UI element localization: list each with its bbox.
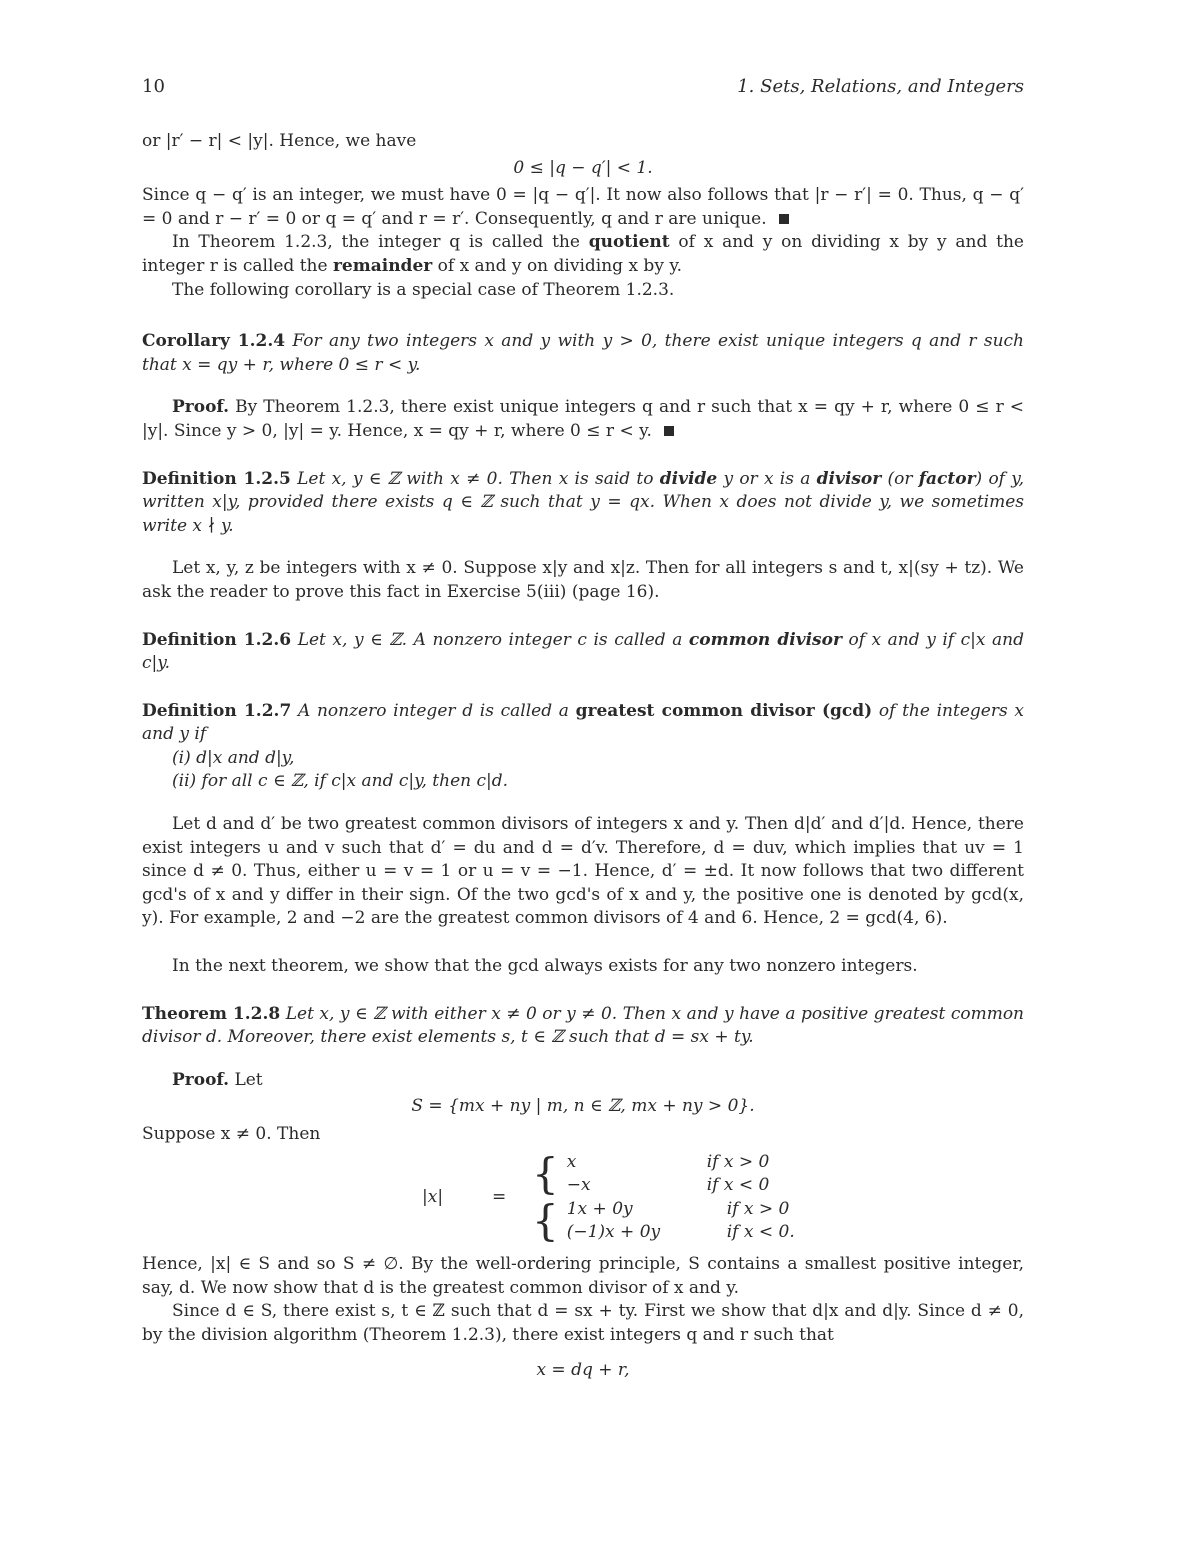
text-line: or |r′ − r| < |y|. Hence, we have (142, 131, 417, 151)
paragraph: Let d and d′ be two greatest common divisors of integers x and y. Then d|d′ and d′|d. Hence, there exist integers u and v such that d′ = du and d = d′v. Therefore, d = duv, which implies that uv = 1 since d ≠ 0. Thus, either u = v = 1 or u = v = −1. Hence, d′ = ±d. It now follows that two different gcd's of x and y differ in their sign. Of the two gcd's of x and y, the positive one is denoted by gcd(x, y). For example, 2 and −2 are the greatest common divisors of 4 and 6. Hence, 2 = gcd(4, 6). (142, 814, 1024, 929)
qed-icon (779, 214, 789, 224)
paragraph: The following corollary is a special case of Theorem 1.2.3. (172, 279, 675, 300)
paragraph: Since q − q′ is an integer, we must have 0 = |q − q′|. It now also follows that |r − r′| = 0. Thus, q − q′ = 0 and r − r′ = 0 or q = q′ and r = r′. Consequently, q and r are unique. (142, 185, 1024, 229)
display-equation: 0 ≤ |q − q′| < 1. (513, 157, 653, 178)
paragraph: In the next theorem, we show that the gcd always exists for any two nonzero integers. (172, 956, 918, 977)
definition: Definition 1.2.5 Let x, y ∈ ℤ with x ≠ 0. Then x is said to divide y or x is a divisor (or factor) of y, written x|y, provided there exists q ∈ ℤ such that y = qx. When x does not divide y, we sometimes write x ∤ y. (142, 468, 1024, 536)
page-number: 10 (142, 76, 165, 97)
theorem-label: Theorem 1.2.8 (142, 1003, 281, 1024)
corollary: Corollary 1.2.4 For any two integers x and y with y > 0, there exist unique integers q and r such that x = qy + r, where 0 ≤ r < y. (142, 331, 1025, 375)
paragraph: In Theorem 1.2.3, the integer q is called the quotient of x and y on dividing x by y and the integer r is called the remainder of x and y on dividing x by y. (142, 232, 1024, 276)
display-equation: S = {mx + ny | m, n ∈ ℤ, mx + ny > 0}. (411, 1096, 755, 1117)
left-brace-icon: { (532, 1149, 559, 1199)
definition-label: Definition 1.2.6 (142, 629, 292, 650)
left-brace-icon: { (532, 1196, 559, 1246)
theorem: Theorem 1.2.8 Let x, y ∈ ℤ with either x ≠ 0 or y ≠ 0. Then x and y have a positive greatest common divisor d. Moreover, there exist elements s, t ∈ ℤ such that d = sx + ty. (142, 1003, 1025, 1048)
cases-equals: = (492, 1186, 507, 1207)
page-body (142, 130, 1024, 1387)
qed-icon (664, 426, 674, 436)
definition-item: (i) d|x and d|y, (172, 747, 295, 768)
paragraph: Let x, y, z be integers with x ≠ 0. Suppose x|y and x|z. Then for all integers s and t, x|(sy + tz). We ask the reader to prove this fact in Exercise 5(iii) (page 16). (142, 558, 1024, 602)
running-header: 1. Sets, Relations, and Integers (737, 76, 1024, 97)
corollary-label: Corollary 1.2.4 (142, 331, 286, 352)
paragraph: Hence, |x| ∈ S and so S ≠ ∅. By the well-ordering principle, S contains a smallest positive integer, say, d. We now show that d is the greatest common divisor of x and y. (142, 1253, 1024, 1298)
proof-label: Proof. (172, 397, 230, 418)
paragraph: Since d ∈ S, there exist s, t ∈ ℤ such that d = sx + ty. First we show that d|x and d|y. Since d ≠ 0, by the division algorithm (Theorem 1.2.3), there exist integers q and r such that (142, 1301, 1024, 1345)
definition: Definition 1.2.7 A nonzero integer d is called a greatest common divisor (gcd) of the integers x and y if (142, 700, 1024, 745)
text-line: Suppose x ≠ 0. Then (142, 1124, 321, 1144)
proof: Proof. Let (172, 1069, 263, 1090)
definition-label: Definition 1.2.7 (142, 700, 292, 721)
cases-equation (422, 1151, 1024, 1245)
proof: Proof. By Theorem 1.2.3, there exist unique integers q and r such that x = qy + r, where 0 ≤ r < |y|. Since y > 0, |y| = y. Hence, x = qy + r, where 0 ≤ r < y. (142, 397, 1024, 441)
proof-label: Proof. (172, 1069, 230, 1090)
definition-item: (ii) for all c ∈ ℤ, if c|x and c|y, then c|d. (172, 771, 509, 792)
definition-label: Definition 1.2.5 (142, 468, 291, 489)
cases-body: { x if x > 0 −x if x < 0 { 1x + 0y if x > 0 (−1)x + 0y if x < 0. (532, 1149, 795, 1246)
term-remainder: remainder (332, 255, 433, 276)
display-equation: x = dq + r, (536, 1360, 630, 1381)
definition: Definition 1.2.6 Let x, y ∈ ℤ. A nonzero integer c is called a common divisor of x and y if c|x and c|y. (142, 629, 1024, 674)
cases-lhs: |x| (422, 1186, 444, 1207)
term-quotient: quotient (588, 232, 670, 253)
